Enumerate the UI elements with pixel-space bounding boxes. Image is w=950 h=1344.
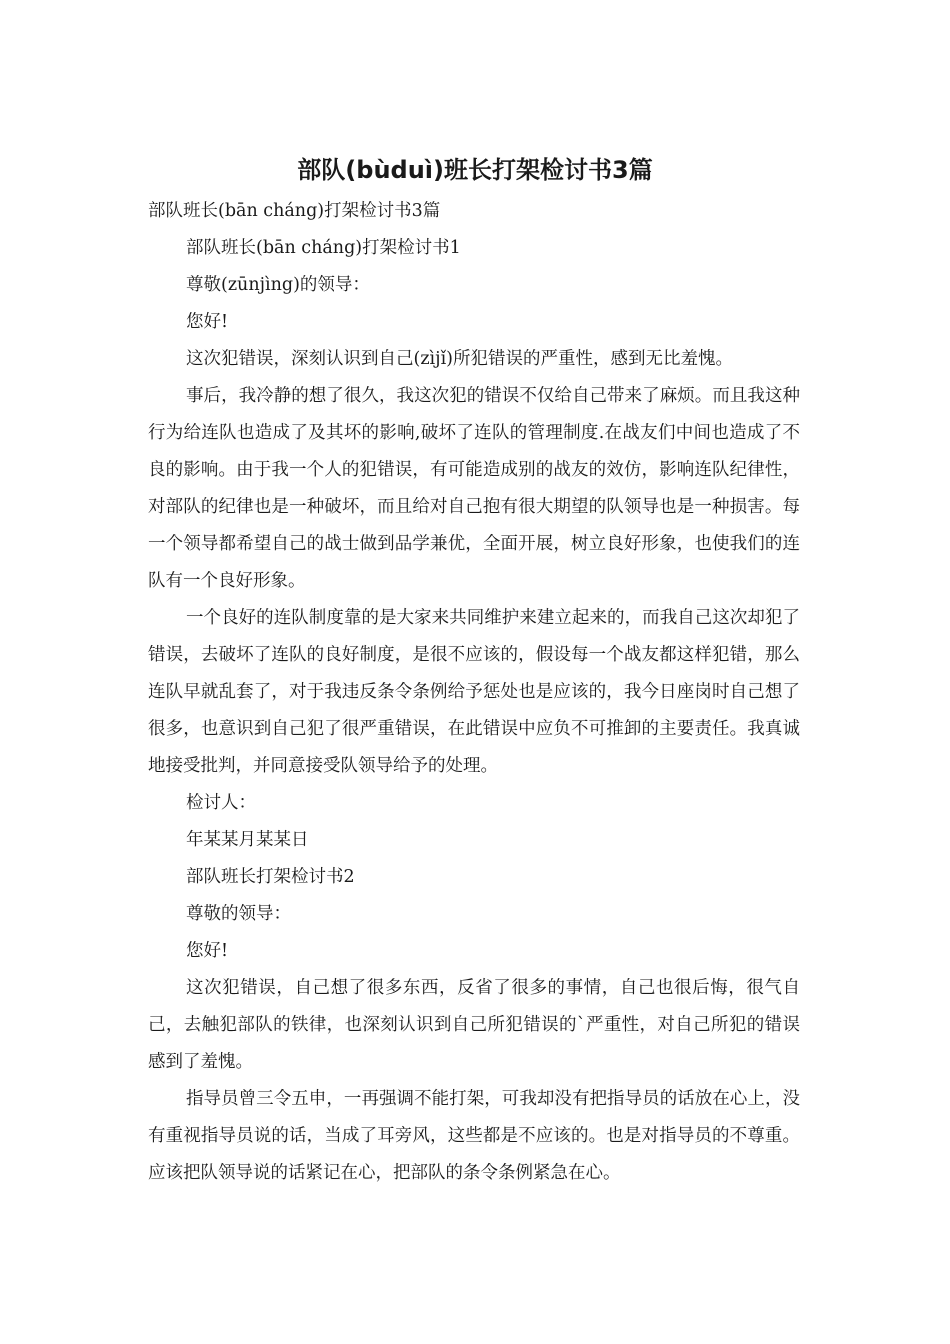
paragraph-body: 一个良好的连队制度靠的是大家来共同维护来建立起来的，而我自己这次却犯了错误，去破坏了连队的良好制度，是很不应该的，假设每一个战友都这样犯错，那么连队早就乱套了，对于我违反条令条例给予惩处也是应该的，我今日座岗时自己想了很多，也意识到自己犯了很严重错误，在此错误中应负不可推卸的主要责任。我真诚地接受批判，并同意接受队领导给予的处理。 xyxy=(148,608,800,776)
document-body xyxy=(148,193,800,1192)
paragraph-body: 这次犯错误，深刻认识到自己(zìjǐ)所犯错误的严重性，感到无比羞愧。 xyxy=(186,349,733,369)
paragraph-date: 年某某月某某日 xyxy=(186,830,309,850)
document-title: 部队(bùduì)班长打架检讨书3篇 xyxy=(297,156,653,184)
paragraph-salutation: 尊敬的领导： xyxy=(186,904,291,924)
paragraph-greeting: 您好! xyxy=(186,941,229,961)
paragraph-salutation: 尊敬(zūnjìng)的领导： xyxy=(186,275,370,295)
paragraph-body: 指导员曾三令五申，一再强调不能打架，可我却没有把指导员的话放在心上，没有重视指导员说的话，当成了耳旁风，这些都是不应该的。也是对指导员的不尊重。应该把队领导说的话紧记在心，把部队的条令条例紧急在心。 xyxy=(148,1089,800,1183)
paragraph-body: 事后，我冷静的想了很久，我这次犯的错误不仅给自己带来了麻烦。而且我这种行为给连队也造成了及其坏的影响,破坏了连队的管理制度.在战友们中间也造成了不良的影响。由于我一个人的犯错误，有可能造成别的战友的效仿，影响连队纪律性，对部队的纪律也是一种破坏，而且给对自己抱有很大期望的队领导也是一种损害。每一个领导都希望自己的战士做到品学兼优，全面开展，树立良好形象，也使我们的连队有一个良好形象。 xyxy=(148,386,800,591)
paragraph-section-heading-1: 部队班长(bān cháng)打架检讨书1 xyxy=(186,238,461,258)
paragraph-subtitle: 部队班长(bān cháng)打架检讨书3篇 xyxy=(148,201,441,221)
paragraph-body: 这次犯错误，自己想了很多东西，反省了很多的事情，自己也很后悔，很气自己，去触犯部队的铁律，也深刻认识到自己所犯错误的`严重性，对自己所犯的错误感到了羞愧。 xyxy=(148,978,800,1072)
paragraph-section-heading-2: 部队班长打架检讨书2 xyxy=(186,867,355,887)
paragraph-signature-label: 检讨人： xyxy=(186,793,256,813)
paragraph-greeting: 您好! xyxy=(186,312,229,332)
